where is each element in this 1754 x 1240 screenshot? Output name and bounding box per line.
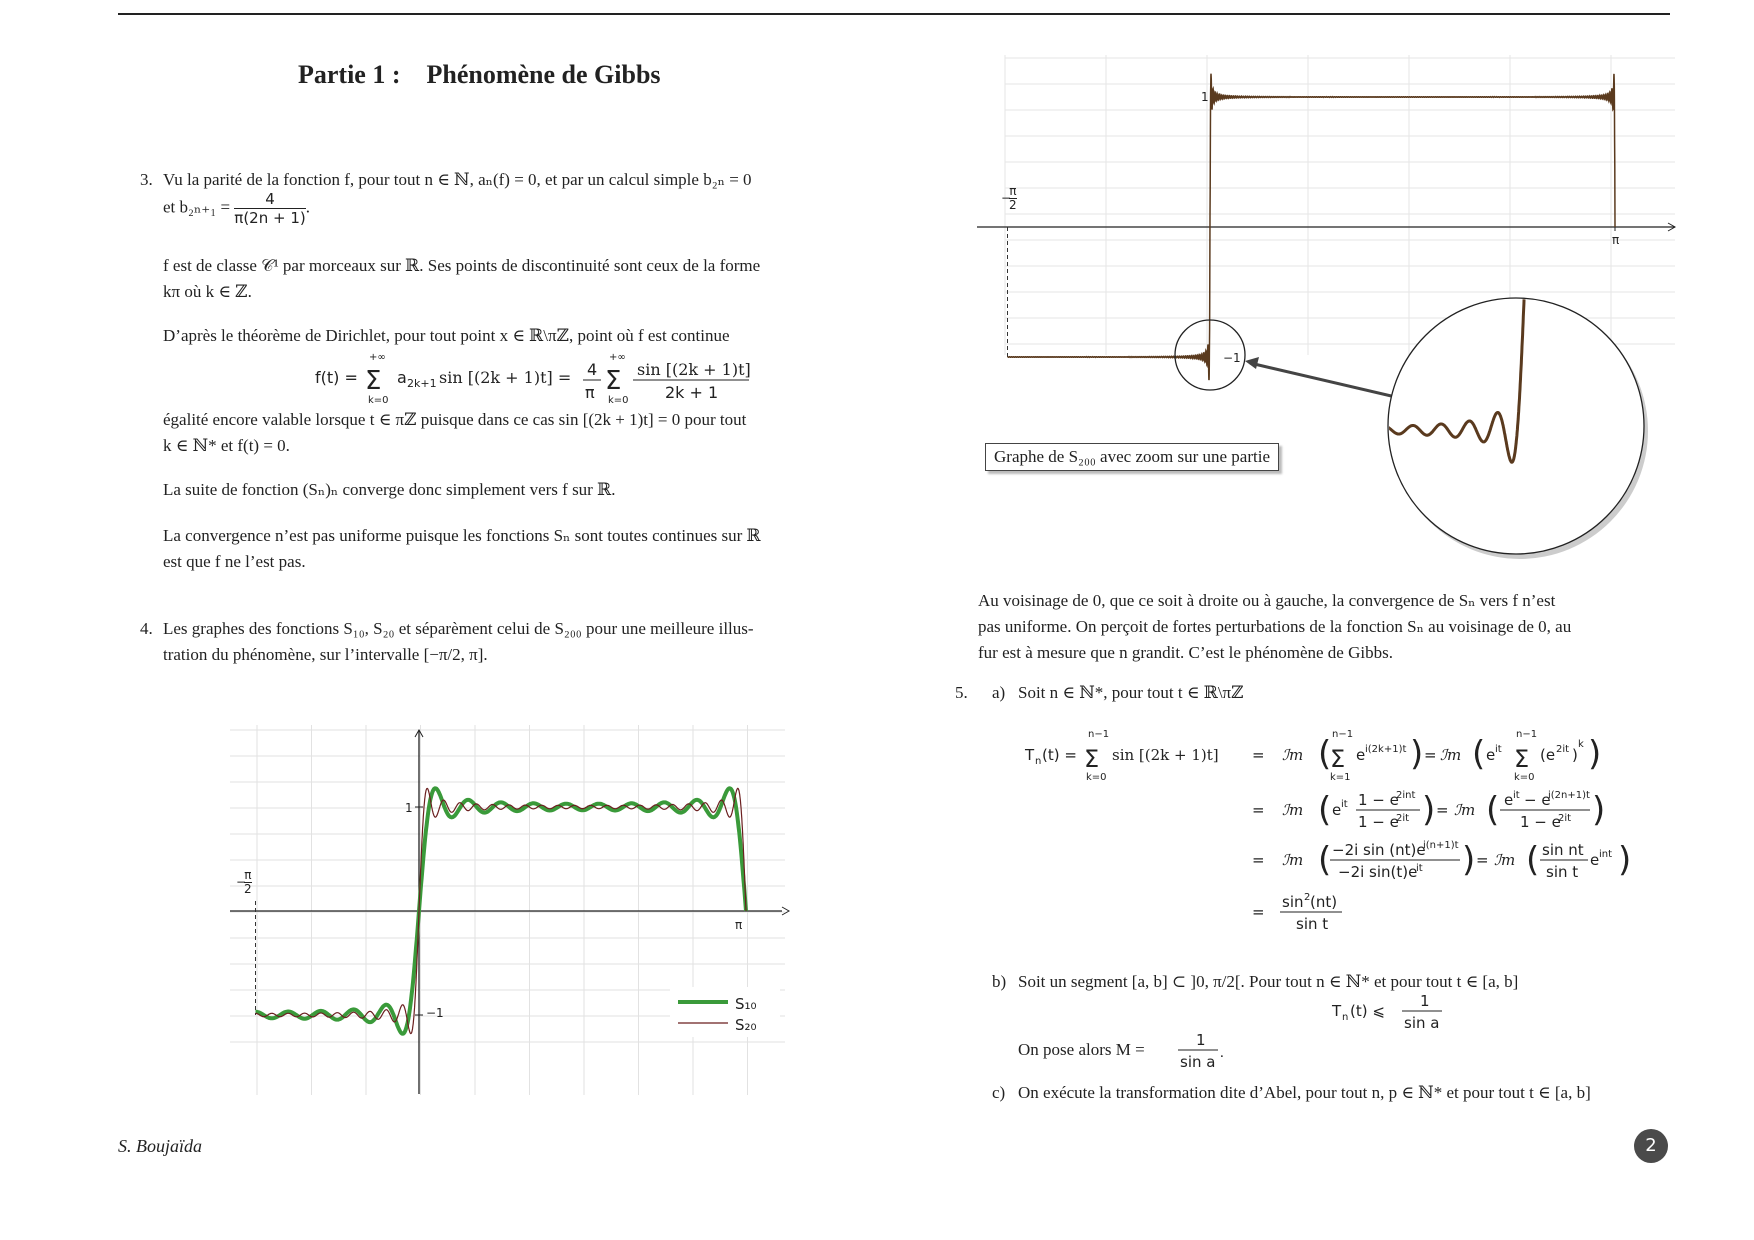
- q5-c-text: On exécute la transformation dite d’Abel, pour tout n, p ∈ ℕ* et pour tout t ∈ [a, b]: [1018, 1083, 1591, 1102]
- svg-text:Σ: Σ: [1514, 745, 1530, 773]
- plot1-legend-s20: S₂₀: [735, 1016, 757, 1034]
- plot-s10-s20-svg: [230, 725, 790, 1100]
- title-part: Partie 1 :: [298, 60, 401, 89]
- svg-text:e: e: [1504, 791, 1514, 809]
- q3-line2: et b₂ₙ₊₁ = $\frac{4}{\pi(2n + 1)}$ .: [163, 190, 310, 227]
- plot2-caption: Graphe de S₂₀₀ avec zoom sur une partie: [985, 443, 1279, 471]
- q5-b-pose-svg: [1018, 1025, 1258, 1075]
- svg-text:): ): [1572, 746, 1578, 764]
- plot2-tick-minus-pi-2: [1001, 184, 1017, 212]
- svg-text:(: (: [1486, 790, 1500, 830]
- svg-text:ℐm: ℐm: [1494, 851, 1516, 869]
- q4-line1: Les graphes des fonctions S₁₀, S₂₀ et séparèment celui de S₂₀₀ pour une meilleure illus-: [163, 619, 754, 638]
- svg-text:(e: (e: [1540, 746, 1556, 764]
- svg-text:+∞: +∞: [609, 352, 626, 363]
- svg-text:it: it: [1495, 744, 1502, 755]
- svg-text:2it: 2it: [1556, 744, 1570, 755]
- svg-text:n−1: n−1: [1332, 729, 1354, 740]
- right-line2: pas uniforme. On perçoit de fortes perturbations de la fonction Sₙ au voisinage de 0, au: [978, 617, 1572, 636]
- svg-text:=: =: [1424, 746, 1437, 764]
- svg-text:n−1: n−1: [1088, 729, 1110, 740]
- plot2-tick-1: 1: [1201, 90, 1209, 104]
- svg-text:e: e: [1332, 801, 1342, 819]
- svg-text:+∞: +∞: [369, 352, 386, 363]
- svg-text:π: π: [585, 383, 595, 402]
- svg-text:f(t) =: f(t) =: [315, 368, 358, 387]
- svg-text:(t) ⩽: (t) ⩽: [1350, 1002, 1385, 1020]
- footer-author: S. Boujaïda: [118, 1136, 202, 1156]
- svg-text:4: 4: [587, 360, 598, 379]
- q5-a-label: a): [992, 683, 1006, 702]
- svg-text:e: e: [1486, 746, 1496, 764]
- svg-text:): ): [1588, 734, 1602, 774]
- svg-text:): ): [1462, 840, 1476, 880]
- svg-text:k=0: k=0: [608, 395, 629, 406]
- page-number-badge: 2: [1634, 1129, 1668, 1163]
- svg-text:Σ: Σ: [365, 366, 382, 396]
- top-rule: [118, 13, 1670, 15]
- q3-line1: Vu la parité de la fonction f, pour tout n ∈ ℕ, aₙ(f) = 0, et par un calcul simple b₂ₙ = 0: [163, 170, 752, 189]
- plot-s200-svg: [975, 55, 1695, 565]
- svg-text:=: =: [1252, 801, 1265, 819]
- svg-text:it: it: [1513, 790, 1520, 801]
- q3-p3: La suite de fonction (Sₙ)ₙ converge donc simplement vers f sur ℝ.: [163, 480, 616, 499]
- q3-line2-prefix: et b₂ₙ₊₁ =: [163, 197, 231, 217]
- q3-p2-line4: k ∈ ℕ* et f(t) = 0.: [163, 436, 290, 455]
- svg-text:sin [(2k + 1)t]: sin [(2k + 1)t]: [1112, 746, 1219, 764]
- plot1-tick-m1: −1: [426, 1006, 444, 1020]
- right-line3: fur est à mesure que n grandit. C’est le phénomène de Gibbs.: [978, 643, 1393, 662]
- svg-text:it: it: [1416, 863, 1423, 874]
- q5-number: 5.: [955, 683, 968, 702]
- title-name: Phénomène de Gibbs: [426, 60, 661, 89]
- q3-frac-den: π(2n + 1): [234, 209, 306, 227]
- q4-number: 4.: [140, 619, 153, 638]
- svg-text:=: =: [1252, 851, 1265, 869]
- svg-text:sin [(2k + 1)t] =: sin [(2k + 1)t] =: [439, 368, 572, 387]
- svg-text:ℐm: ℐm: [1454, 801, 1476, 819]
- svg-text:1: 1: [1420, 992, 1430, 1010]
- svg-text:ℐm: ℐm: [1282, 801, 1304, 819]
- svg-text:2it: 2it: [1396, 813, 1410, 824]
- svg-text:2int: 2int: [1396, 790, 1416, 801]
- svg-text:On pose alors M =: On pose alors M =: [1018, 1040, 1145, 1059]
- svg-text:): ): [1422, 790, 1436, 830]
- plot1-tick-num: π: [244, 868, 252, 882]
- svg-text:k=0: k=0: [1086, 772, 1107, 783]
- q3-number: 3.: [140, 170, 153, 189]
- svg-text:Σ: Σ: [1084, 745, 1100, 773]
- q3-p1-line2: kπ où k ∈ ℤ.: [163, 282, 252, 301]
- plot1-legend-s10: S₁₀: [735, 995, 757, 1013]
- svg-text:sin: sin: [1282, 893, 1304, 911]
- svg-text:2k + 1: 2k + 1: [665, 383, 719, 402]
- dirichlet-formula: [315, 350, 765, 406]
- plot-s10-s20: [230, 725, 790, 1100]
- plot2-zoom-curve: [1166, 55, 1580, 462]
- svg-text:sin t: sin t: [1296, 915, 1329, 933]
- svg-text:(: (: [1318, 840, 1332, 880]
- svg-text:=: =: [1476, 851, 1489, 869]
- svg-text:int: int: [1599, 849, 1613, 860]
- svg-text:1 − e: 1 − e: [1358, 791, 1399, 809]
- plot2-zoom-circle: [1388, 298, 1644, 554]
- plot1-x-arrow: [782, 907, 789, 915]
- svg-text:=: =: [1436, 801, 1449, 819]
- svg-text:it: it: [1341, 799, 1348, 810]
- svg-text:sin nt: sin nt: [1542, 841, 1584, 859]
- svg-text:(: (: [1472, 734, 1486, 774]
- q4-line2: tration du phénomène, sur l’intervalle [−π/2, π].: [163, 645, 488, 664]
- svg-text:ℐm: ℐm: [1282, 851, 1304, 869]
- svg-text:): ): [1618, 840, 1632, 880]
- plot1-legend-box: [670, 987, 780, 1037]
- svg-text:i(2n+1)t: i(2n+1)t: [1548, 790, 1590, 801]
- svg-text:2it: 2it: [1558, 813, 1572, 824]
- svg-text:−2i sin (nt)e: −2i sin (nt)e: [1332, 841, 1426, 859]
- plot2-tick-num: π: [1009, 184, 1017, 198]
- q5-b-ineq-svg: [1330, 990, 1450, 1036]
- svg-text:): ): [1592, 790, 1606, 830]
- svg-text:1 − e: 1 − e: [1520, 813, 1561, 831]
- svg-text:e: e: [1590, 851, 1600, 869]
- q5-b-label: b): [992, 972, 1007, 991]
- q5-equations: [1020, 725, 1670, 950]
- svg-text:i(2k+1)t: i(2k+1)t: [1365, 744, 1407, 755]
- svg-text:sin t: sin t: [1546, 863, 1579, 881]
- plot2-tick-m1: −1: [1223, 351, 1241, 365]
- svg-text:sin [(2k + 1)t]: sin [(2k + 1)t]: [637, 360, 751, 379]
- svg-text:k=0: k=0: [368, 395, 389, 406]
- q5-b-text: Soit un segment [a, b] ⊂ ]0, π/2[. Pour tout n ∈ ℕ* et pour tout t ∈ [a, b]: [1018, 972, 1519, 991]
- plot1-tick-1: 1: [405, 801, 413, 815]
- plot1-tick-pi: π: [735, 918, 743, 932]
- right-line1: Au voisinage de 0, que ce soit à droite ou à gauche, la convergence de Sₙ vers f n’est: [978, 591, 1556, 610]
- svg-text:k: k: [1578, 739, 1584, 750]
- svg-text:(: (: [1318, 734, 1332, 774]
- svg-text:a: a: [397, 368, 407, 387]
- svg-text:k=0: k=0: [1514, 772, 1535, 783]
- q3-frac-num: 4: [265, 190, 275, 208]
- svg-text:e: e: [1356, 746, 1366, 764]
- svg-text:k=1: k=1: [1330, 772, 1351, 783]
- plot2-tick-pi: π: [1612, 233, 1620, 247]
- svg-text:2: 2: [1304, 892, 1311, 903]
- q5-b-inequality: [1330, 990, 1450, 1041]
- svg-text:i(n+1)t: i(n+1)t: [1423, 840, 1459, 851]
- svg-text:T: T: [1332, 1002, 1342, 1020]
- svg-text:.: .: [1220, 1045, 1224, 1061]
- q3-p2-line1: D’après le théorème de Dirichlet, pour tout point x ∈ ℝ\πℤ, point où f est continue: [163, 326, 730, 345]
- svg-text:(nt): (nt): [1310, 893, 1338, 911]
- plot2-zoom-arrow: [1250, 363, 1400, 398]
- q5-c-label: c): [992, 1083, 1006, 1102]
- svg-text:(t) =: (t) =: [1042, 746, 1077, 764]
- plot2-tick-sign: −: [1001, 191, 1012, 205]
- svg-text:n−1: n−1: [1516, 729, 1538, 740]
- svg-text:sin a: sin a: [1180, 1053, 1216, 1071]
- svg-text:1: 1: [1196, 1031, 1206, 1049]
- svg-text:− e: − e: [1524, 791, 1551, 809]
- q3-p4-line2: est que f ne l’est pas.: [163, 552, 306, 571]
- svg-text:Σ: Σ: [1330, 745, 1346, 773]
- q3-fraction: [234, 190, 305, 227]
- svg-text:n: n: [1035, 756, 1042, 767]
- svg-text:sin a: sin a: [1404, 1014, 1440, 1032]
- svg-text:): ): [1410, 734, 1424, 774]
- svg-text:T: T: [1025, 746, 1035, 764]
- svg-text:=: =: [1252, 746, 1265, 764]
- plot2-zoom-arrow-head: [1245, 357, 1259, 369]
- plot-s200: [975, 55, 1695, 565]
- svg-text:ℐm: ℐm: [1440, 746, 1462, 764]
- svg-text:1 − e: 1 − e: [1358, 813, 1399, 831]
- svg-text:ℐm: ℐm: [1282, 746, 1304, 764]
- q5-b-pose: [1018, 1025, 1258, 1080]
- q5-a-text: Soit n ∈ ℕ*, pour tout t ∈ ℝ\πℤ: [1018, 683, 1244, 702]
- svg-text:=: =: [1252, 903, 1265, 921]
- svg-text:2k+1: 2k+1: [407, 377, 437, 390]
- q3-p4-line1: La convergence n’est pas uniforme puisque les fonctions Sₙ sont toutes continues sur ℝ: [163, 526, 761, 545]
- svg-text:n: n: [1342, 1012, 1349, 1023]
- plot1-tick-den: 2: [244, 882, 252, 896]
- page-title: [298, 60, 661, 90]
- svg-text:−2i sin(t)e: −2i sin(t)e: [1338, 863, 1418, 881]
- plot1-tick-sign: −: [236, 875, 247, 889]
- q5-equations-svg: [1020, 725, 1670, 950]
- q3-p2-line3: égalité encore valable lorsque t ∈ πℤ puisque dans ce cas sin [(2k + 1)t] = 0 pour tout: [163, 410, 747, 429]
- svg-text:(: (: [1526, 840, 1540, 880]
- q3-p1-line1: f est de classe 𝒞¹ par morceaux sur ℝ. Ses points de discontinuité sont ceux de la forme: [163, 256, 761, 275]
- dirichlet-formula-svg: [315, 350, 765, 406]
- svg-text:Σ: Σ: [605, 366, 622, 396]
- plot1-tick-minus-pi-2: [236, 868, 252, 896]
- svg-text:(: (: [1318, 790, 1332, 830]
- plot2-tick-den: 2: [1009, 198, 1017, 212]
